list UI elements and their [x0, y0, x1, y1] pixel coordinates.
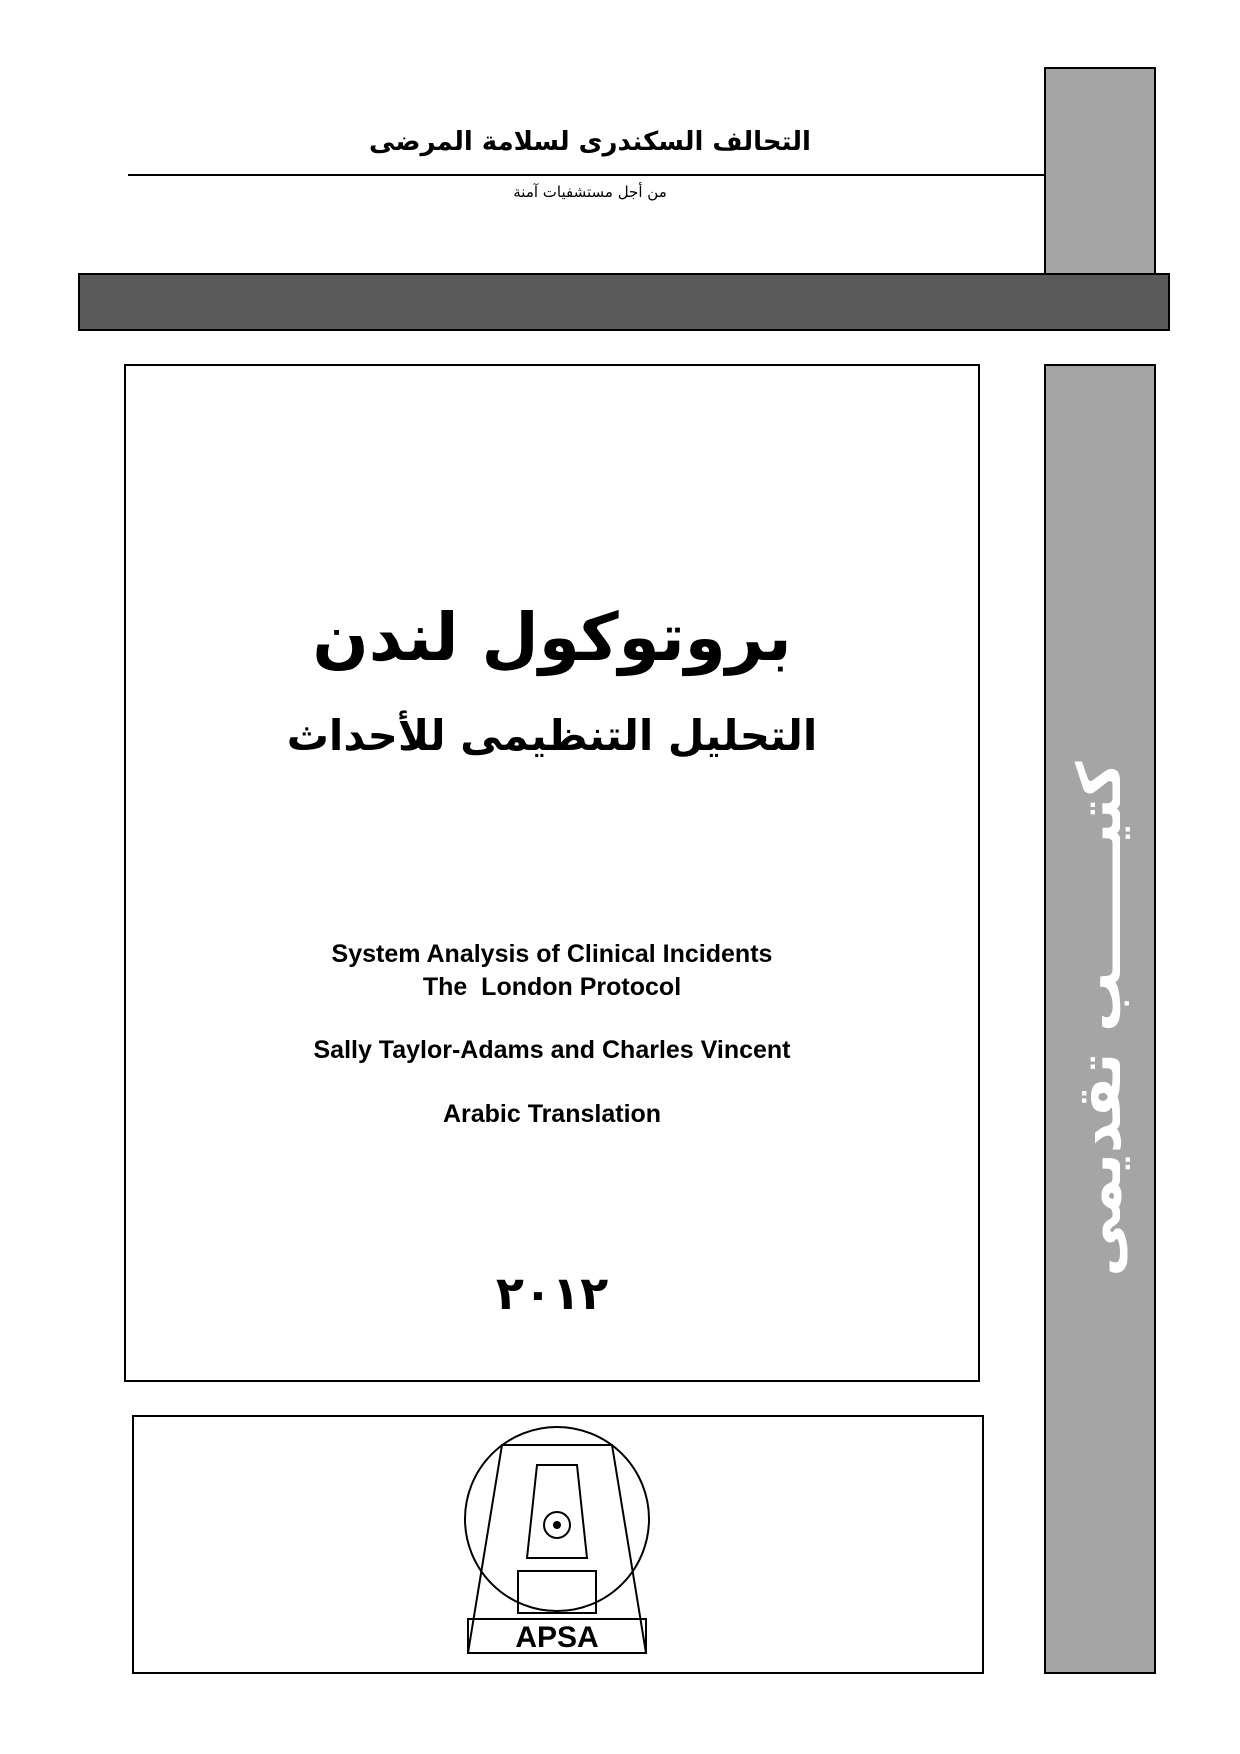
translation-note: Arabic Translation: [442, 1100, 662, 1128]
english-title-line1: System Analysis of Clinical Incidents: [331, 940, 773, 968]
cover-title-box: [124, 364, 980, 1382]
authors: Sally Taylor-Adams and Charles Vincent: [313, 1036, 791, 1064]
publication-year: ٢٠١٢: [495, 1266, 609, 1320]
arabic-subtitle: التحليل التنظيمى للأحداث: [286, 711, 818, 760]
apsa-logo: [454, 1423, 664, 1663]
english-title-line2: The London Protocol: [422, 973, 682, 1001]
organization-tagline: من أجل مستشفيات آمنة: [513, 183, 667, 201]
side-panel-label: كتيــــــب تقديمى: [1065, 761, 1135, 1277]
side-panel: [1044, 364, 1156, 1674]
header-dark-bar: [78, 273, 1170, 331]
logo-text: APSA: [515, 1621, 599, 1654]
header-divider: [128, 174, 1046, 176]
logo-box: [132, 1415, 984, 1674]
arabic-title: بروتوكول لندن: [312, 599, 792, 676]
organization-name: التحالف السكندرى لسلامة المرضى: [369, 127, 811, 157]
header-gray-tab: [1044, 67, 1156, 279]
